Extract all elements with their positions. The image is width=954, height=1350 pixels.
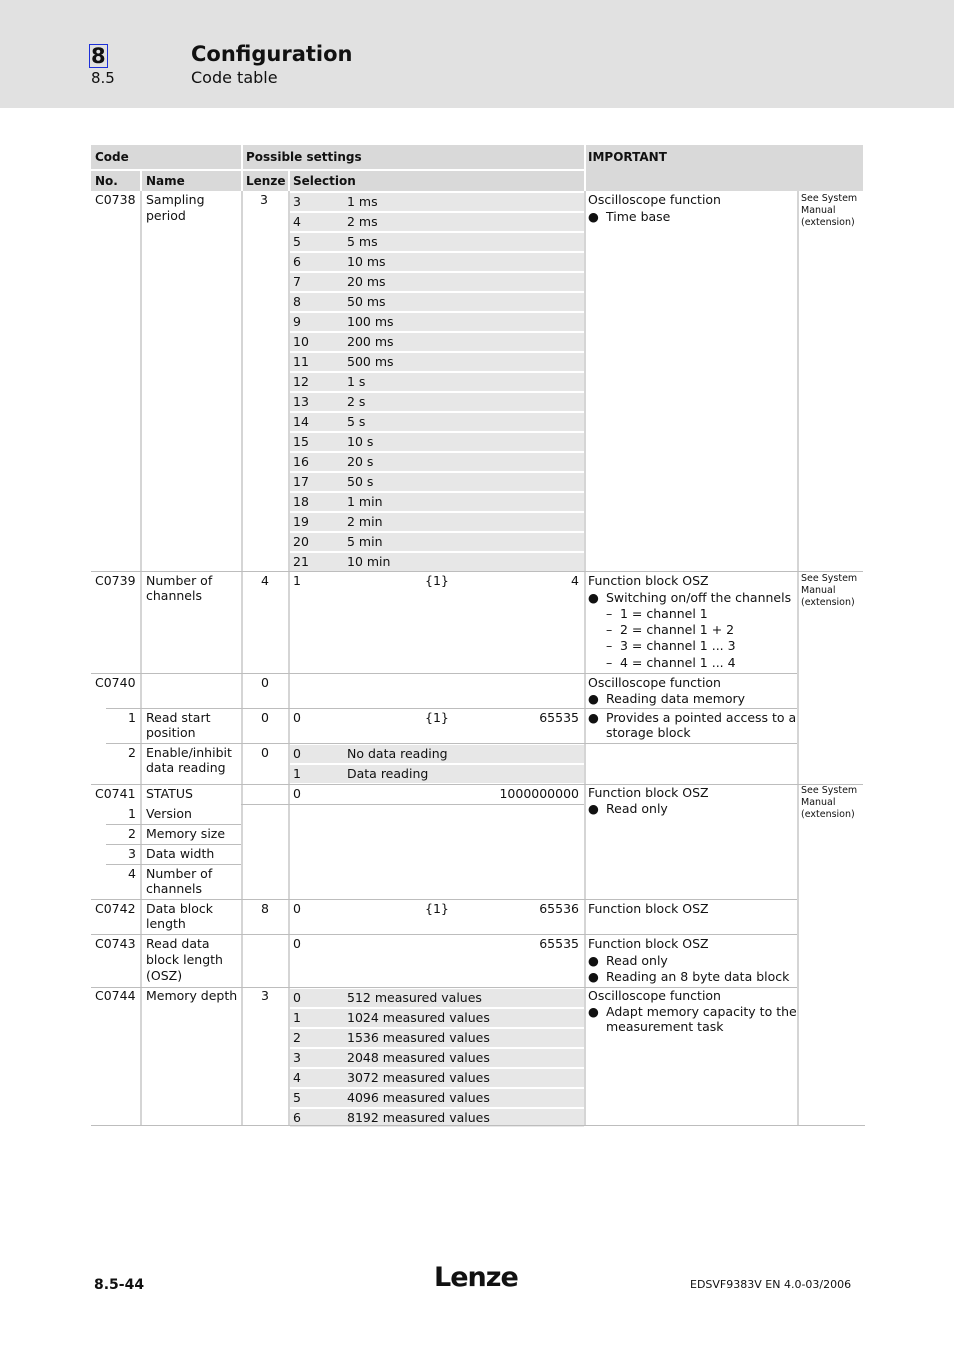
row-divider bbox=[106, 864, 241, 865]
lenze-value: 0 bbox=[261, 710, 269, 725]
reference-line: (extension) bbox=[801, 217, 855, 228]
important-bullet: storage block bbox=[606, 725, 691, 740]
table-bottom-border bbox=[91, 1125, 865, 1126]
selection-text: 200 ms bbox=[347, 334, 394, 349]
name-line: (OSZ) bbox=[146, 968, 183, 983]
selection-text: 1024 measured values bbox=[347, 1010, 490, 1025]
selection-text: 10 s bbox=[347, 434, 374, 449]
important-bullet: Time base bbox=[606, 209, 671, 224]
bullet-icon: ● bbox=[588, 969, 599, 984]
selection-value: 14 bbox=[293, 414, 309, 429]
selection-value: 13 bbox=[293, 394, 309, 409]
important-bullet: Adapt memory capacity to the bbox=[606, 1004, 797, 1019]
selection-row bbox=[290, 1009, 584, 1027]
dash-icon: – bbox=[606, 655, 613, 670]
selection-value: 3 bbox=[293, 194, 301, 209]
section-title: Code table bbox=[191, 68, 278, 87]
selection-text: 10 min bbox=[347, 554, 391, 569]
code-c0740: C0740 bbox=[95, 675, 136, 690]
range-max: 65535 bbox=[539, 936, 579, 951]
name-line: Data block bbox=[146, 901, 213, 916]
document-id: EDSVF9383V EN 4.0-03/2006 bbox=[690, 1278, 852, 1291]
important-title: Function block OSZ bbox=[588, 785, 709, 800]
selection-value: 2 bbox=[293, 1030, 301, 1045]
header-selection: Selection bbox=[293, 174, 356, 188]
reference-line: See System bbox=[801, 573, 858, 584]
selection-row bbox=[290, 453, 584, 471]
subcode-index: 1 bbox=[128, 806, 136, 821]
selection-row bbox=[290, 1029, 584, 1047]
selection-value: 10 bbox=[293, 334, 309, 349]
dash-icon: – bbox=[606, 622, 613, 637]
important-title: Function block OSZ bbox=[588, 901, 709, 916]
dash-icon: – bbox=[606, 606, 613, 621]
row-divider bbox=[241, 804, 584, 805]
name-line: length bbox=[146, 916, 186, 931]
subcode-index: 1 bbox=[128, 710, 136, 725]
range-min: 0 bbox=[293, 901, 301, 916]
selection-text: 1536 measured values bbox=[347, 1030, 490, 1045]
dash-item: 3 = channel 1 ... 3 bbox=[620, 638, 736, 653]
selection-row bbox=[290, 373, 584, 391]
selection-text: 500 ms bbox=[347, 354, 394, 369]
bullet-icon: ● bbox=[588, 1004, 599, 1019]
column-divider bbox=[140, 191, 142, 1126]
range-max: 4 bbox=[571, 573, 579, 588]
header-code: Code bbox=[95, 150, 129, 164]
selection-value: 0 bbox=[293, 990, 301, 1005]
column-divider bbox=[797, 191, 799, 1126]
important-title: Oscilloscope function bbox=[588, 988, 721, 1003]
selection-row bbox=[290, 353, 584, 371]
selection-value: 4 bbox=[293, 214, 301, 229]
row-divider bbox=[91, 934, 797, 935]
row-divider bbox=[106, 708, 797, 709]
selection-value: 9 bbox=[293, 314, 301, 329]
column-divider bbox=[288, 191, 290, 1126]
bullet-icon: ● bbox=[588, 209, 599, 224]
selection-value: 6 bbox=[293, 254, 301, 269]
selection-row bbox=[290, 193, 584, 211]
code-c0739: C0739 bbox=[95, 573, 136, 588]
reference-line: See System bbox=[801, 785, 858, 796]
selection-value: 1 bbox=[293, 1010, 301, 1025]
selection-text: 1 s bbox=[347, 374, 366, 389]
selection-value: 7 bbox=[293, 274, 301, 289]
name-line: position bbox=[146, 725, 196, 740]
selection-text: 2 ms bbox=[347, 214, 378, 229]
bullet-icon: ● bbox=[588, 953, 599, 968]
selection-value: 18 bbox=[293, 494, 309, 509]
section-number: 8.5 bbox=[91, 69, 115, 87]
selection-text: 3072 measured values bbox=[347, 1070, 490, 1085]
important-bullet: Read only bbox=[606, 953, 668, 968]
code-c0743: C0743 bbox=[95, 936, 136, 951]
range-min: 0 bbox=[293, 710, 301, 725]
important-bullet: Switching on/off the channels bbox=[606, 590, 792, 605]
name-line: data reading bbox=[146, 760, 226, 775]
selection-value: 12 bbox=[293, 374, 309, 389]
lenze-value: 0 bbox=[261, 745, 269, 760]
column-divider bbox=[241, 191, 243, 1126]
selection-value: 6 bbox=[293, 1110, 301, 1125]
selection-text: 4096 measured values bbox=[347, 1090, 490, 1105]
code-c0741: C0741 bbox=[95, 786, 136, 801]
subcode-index: 2 bbox=[128, 745, 136, 760]
important-title: Function block OSZ bbox=[588, 573, 709, 588]
selection-value: 19 bbox=[293, 514, 309, 529]
lenze-value: 3 bbox=[261, 988, 269, 1003]
selection-value: 11 bbox=[293, 354, 309, 369]
important-title: Oscilloscope function bbox=[588, 192, 721, 207]
selection-row bbox=[290, 433, 584, 451]
selection-row bbox=[290, 333, 584, 351]
selection-value: 21 bbox=[293, 554, 309, 569]
selection-text: Data reading bbox=[347, 766, 429, 781]
selection-value: 16 bbox=[293, 454, 309, 469]
lenze-value: 4 bbox=[261, 573, 269, 588]
reference-line: Manual bbox=[801, 585, 836, 596]
name-line: Read data bbox=[146, 936, 210, 951]
selection-value: 0 bbox=[293, 746, 301, 761]
selection-value: 4 bbox=[293, 1070, 301, 1085]
selection-row bbox=[290, 553, 584, 571]
selection-text: 5 ms bbox=[347, 234, 378, 249]
selection-row bbox=[290, 253, 584, 271]
lenze-value: 8 bbox=[261, 901, 269, 916]
reference-line: Manual bbox=[801, 797, 836, 808]
selection-text: 20 s bbox=[347, 454, 374, 469]
row-divider bbox=[91, 571, 863, 572]
selection-row bbox=[290, 1049, 584, 1067]
range-max: 65536 bbox=[539, 901, 579, 916]
important-bullet: Reading an 8 byte data block bbox=[606, 969, 790, 984]
selection-text: 2 s bbox=[347, 394, 366, 409]
selection-text: 100 ms bbox=[347, 314, 394, 329]
selection-text: 50 s bbox=[347, 474, 374, 489]
selection-value: 5 bbox=[293, 234, 301, 249]
selection-row bbox=[290, 989, 584, 1007]
name-line: Number of bbox=[146, 866, 213, 881]
name-line: period bbox=[146, 208, 186, 223]
selection-row bbox=[290, 533, 584, 551]
selection-text: 5 s bbox=[347, 414, 366, 429]
selection-text: 2048 measured values bbox=[347, 1050, 490, 1065]
code-c0738: C0738 bbox=[95, 192, 136, 207]
header-name: Name bbox=[146, 174, 185, 188]
lenze-value: 3 bbox=[260, 192, 268, 207]
name-line: Memory depth bbox=[146, 988, 238, 1003]
reference-line: See System bbox=[801, 193, 858, 204]
selection-value: 17 bbox=[293, 474, 309, 489]
selection-text: 10 ms bbox=[347, 254, 386, 269]
bullet-icon: ● bbox=[588, 801, 599, 816]
selection-row bbox=[290, 493, 584, 511]
selection-text: 1 ms bbox=[347, 194, 378, 209]
selection-row bbox=[290, 1089, 584, 1107]
chapter-number: 8 bbox=[91, 44, 106, 68]
selection-row bbox=[290, 213, 584, 231]
selection-value: 20 bbox=[293, 534, 309, 549]
row-divider bbox=[106, 824, 241, 825]
name-line: Enable/inhibit bbox=[146, 745, 232, 760]
selection-row bbox=[290, 273, 584, 291]
important-bullet: Reading data memory bbox=[606, 691, 746, 706]
important-title: Function block OSZ bbox=[588, 936, 709, 951]
range-min: 0 bbox=[293, 786, 301, 801]
important-bullet: Read only bbox=[606, 801, 668, 816]
name-line: block length bbox=[146, 952, 223, 967]
header-important: IMPORTANT bbox=[588, 150, 667, 164]
selection-text: 50 ms bbox=[347, 294, 386, 309]
dash-item: 1 = channel 1 bbox=[620, 606, 708, 621]
range-step: {1} bbox=[425, 901, 449, 916]
selection-text: 1 min bbox=[347, 494, 383, 509]
selection-row bbox=[290, 293, 584, 311]
selection-text: No data reading bbox=[347, 746, 448, 761]
important-bullet: Provides a pointed access to a bbox=[606, 710, 797, 725]
name-line: Number of bbox=[146, 573, 213, 588]
page-number: 8.5-44 bbox=[94, 1277, 145, 1293]
selection-text: 20 ms bbox=[347, 274, 386, 289]
name-line: STATUS bbox=[146, 786, 193, 801]
name-line: Read start bbox=[146, 710, 211, 725]
selection-row bbox=[290, 513, 584, 531]
name-line: Memory size bbox=[146, 826, 226, 841]
code-c0742: C0742 bbox=[95, 901, 136, 916]
bullet-icon: ● bbox=[588, 691, 599, 706]
dash-item: 4 = channel 1 ... 4 bbox=[620, 655, 736, 670]
range-max: 1000000000 bbox=[499, 786, 579, 801]
dash-item: 2 = channel 1 + 2 bbox=[620, 622, 735, 637]
range-step: {1} bbox=[425, 573, 449, 588]
selection-value: 8 bbox=[293, 294, 301, 309]
selection-row bbox=[290, 313, 584, 331]
header-no: No. bbox=[95, 174, 118, 188]
selection-row bbox=[290, 413, 584, 431]
subcode-index: 3 bbox=[128, 846, 136, 861]
row-divider bbox=[106, 743, 797, 744]
range-step: {1} bbox=[425, 710, 449, 725]
bullet-icon: ● bbox=[588, 710, 599, 725]
selection-value: 5 bbox=[293, 1090, 301, 1105]
name-line: channels bbox=[146, 881, 202, 896]
lenze-logo: Lenze bbox=[434, 1262, 518, 1293]
selection-row bbox=[290, 473, 584, 491]
dash-icon: – bbox=[606, 638, 613, 653]
subcode-index: 2 bbox=[128, 826, 136, 841]
selection-row bbox=[290, 745, 584, 763]
reference-line: (extension) bbox=[801, 597, 855, 608]
header-lenze: Lenze bbox=[246, 174, 286, 188]
selection-row bbox=[290, 1069, 584, 1087]
row-divider bbox=[91, 784, 863, 785]
important-title: Oscilloscope function bbox=[588, 675, 721, 690]
name-line: channels bbox=[146, 588, 202, 603]
selection-value: 3 bbox=[293, 1050, 301, 1065]
lenze-value: 0 bbox=[261, 675, 269, 690]
selection-row bbox=[290, 393, 584, 411]
selection-value: 1 bbox=[293, 766, 301, 781]
row-divider bbox=[91, 673, 797, 674]
selection-text: 2 min bbox=[347, 514, 383, 529]
range-max: 65535 bbox=[539, 710, 579, 725]
selection-text: 512 measured values bbox=[347, 990, 482, 1005]
code-c0744: C0744 bbox=[95, 988, 136, 1003]
selection-row bbox=[290, 765, 584, 783]
important-bullet: measurement task bbox=[606, 1019, 724, 1034]
chapter-title: Configuration bbox=[191, 42, 353, 66]
row-divider bbox=[106, 844, 241, 845]
name-line: Sampling bbox=[146, 192, 205, 207]
header-possible-settings: Possible settings bbox=[246, 150, 362, 164]
selection-text: 8192 measured values bbox=[347, 1110, 490, 1125]
name-line: Data width bbox=[146, 846, 215, 861]
row-divider bbox=[91, 899, 797, 900]
reference-line: (extension) bbox=[801, 809, 855, 820]
selection-text: 5 min bbox=[347, 534, 383, 549]
subcode-index: 4 bbox=[128, 866, 136, 881]
selection-value: 15 bbox=[293, 434, 309, 449]
bullet-icon: ● bbox=[588, 590, 599, 605]
column-divider bbox=[584, 191, 586, 1126]
reference-line: Manual bbox=[801, 205, 836, 216]
selection-row bbox=[290, 233, 584, 251]
name-line: Version bbox=[146, 806, 192, 821]
range-min: 1 bbox=[293, 573, 301, 588]
range-min: 0 bbox=[293, 936, 301, 951]
